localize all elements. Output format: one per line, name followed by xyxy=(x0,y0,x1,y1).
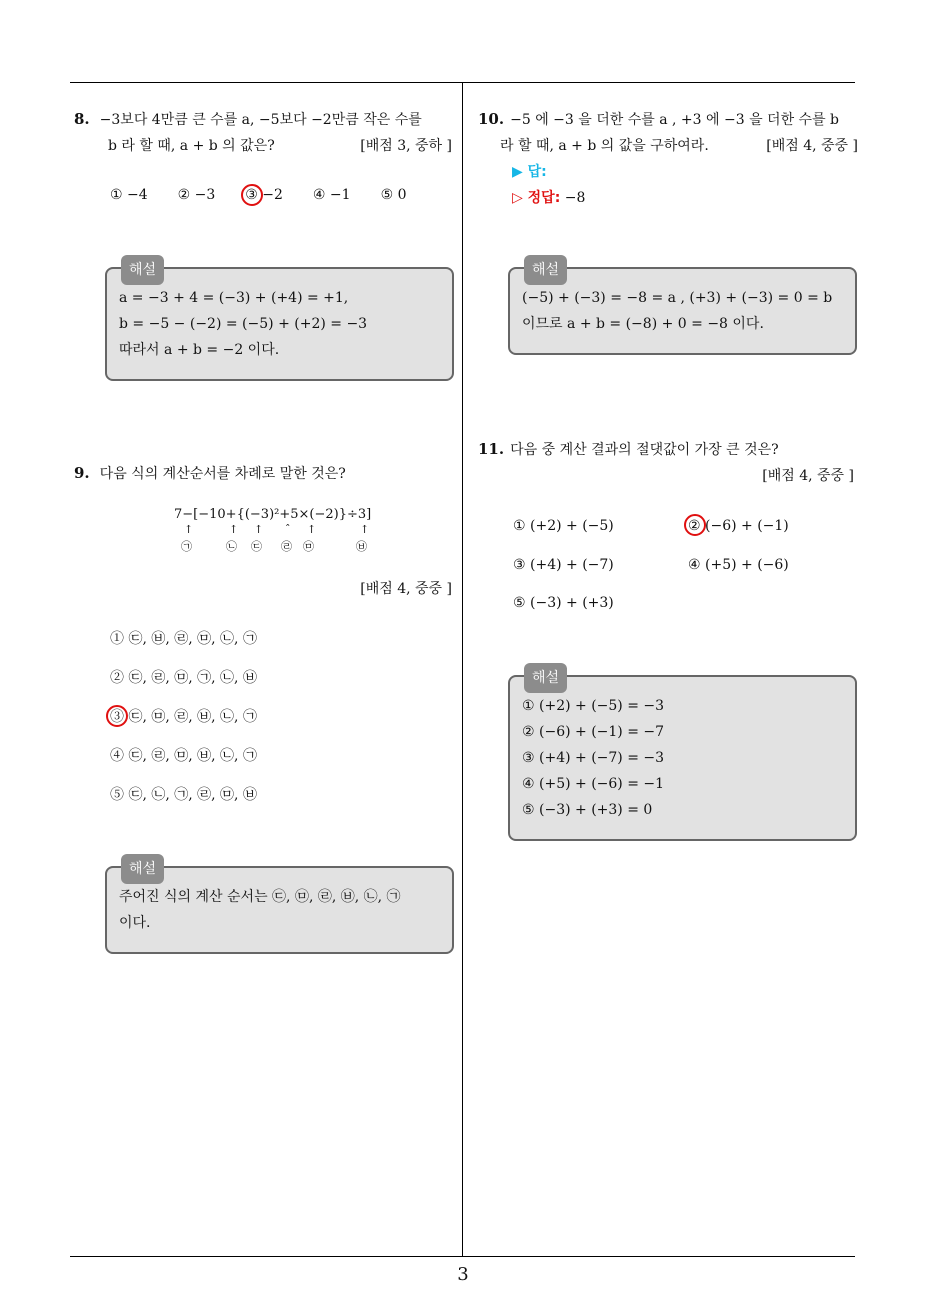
tip-label: ▶ 답: xyxy=(512,164,547,180)
marker: ㉠ xyxy=(181,540,192,553)
solution-box-q11 xyxy=(508,670,857,841)
solution-line: b = −5 − (−2) = (−5) + (+2) = −3 xyxy=(119,316,368,332)
solution-box-q9 xyxy=(105,861,454,954)
choice-2[interactable]: ② ㉢, ㉣, ㉤, ㉠, ㉡, ㉥ xyxy=(110,670,257,686)
marker: ㉥ xyxy=(356,540,367,553)
score-meta: [배점 4, 중중 ] xyxy=(762,468,854,484)
solution-tag: 해설 xyxy=(121,854,164,884)
marker: ㉢ xyxy=(251,540,262,553)
question-9 xyxy=(74,460,452,487)
choice-3[interactable] xyxy=(245,187,283,203)
choice-1[interactable]: ① −4 xyxy=(110,187,148,203)
solution-line: a = −3 + 4 = (−3) + (+4) = +1, xyxy=(119,290,349,306)
marker-arrow: ˆ xyxy=(285,523,291,536)
selected-answer-mark xyxy=(684,514,706,536)
answer-label: ▷ 정답: xyxy=(512,190,561,206)
solution-tag: 해설 xyxy=(524,255,567,285)
solution-line: (−5) + (−3) = −8 = a , (+3) + (−3) = 0 = b xyxy=(522,290,833,306)
marker-arrow: ↑ xyxy=(307,523,317,536)
solution-box-q8 xyxy=(105,262,454,381)
marker-arrow: ↑ xyxy=(184,523,194,536)
solution-line: 이다. xyxy=(119,915,151,931)
choice-4[interactable]: ④ ㉢, ㉣, ㉤, ㉥, ㉡, ㉠ xyxy=(110,748,257,764)
marker: ㉣ xyxy=(281,540,292,553)
question-text: 라 할 때, a + b 의 값을 구하여라. xyxy=(500,138,709,154)
choice-4[interactable]: ④ −1 xyxy=(312,187,351,203)
question-text: 다음 식의 계산순서를 차례로 말한 것은? xyxy=(99,466,346,482)
question-number: 9. xyxy=(74,464,90,482)
column-divider xyxy=(462,82,463,1256)
question-number: 8. xyxy=(74,110,90,128)
question-8 xyxy=(74,106,452,159)
question-text: b 라 할 때, a + b 의 값은? xyxy=(108,138,275,154)
solution-line: ① (+2) + (−5) = −3 xyxy=(522,698,665,714)
marker-arrow: ↑ xyxy=(229,523,239,536)
choices-q8 xyxy=(110,187,436,203)
question-number: 11. xyxy=(478,440,505,458)
solution-tag: 해설 xyxy=(121,255,164,285)
marker-arrow: ↑ xyxy=(254,523,264,536)
solution-line: 따라서 a + b = −2 이다. xyxy=(119,342,280,358)
question-11 xyxy=(478,436,854,489)
score-meta: [배점 4, 중중 ] xyxy=(766,138,858,154)
score-meta-q9 xyxy=(300,576,452,602)
question-text: 다음 중 계산 결과의 절댓값이 가장 큰 것은? xyxy=(510,442,779,458)
question-number: 10. xyxy=(478,110,505,128)
solution-line: 주어진 식의 계산 순서는 ㉢, ㉤, ㉣, ㉥, ㉡, ㉠ xyxy=(119,889,401,905)
choice-4[interactable]: ④ (+5) + (−6) xyxy=(688,557,789,573)
choice-2-label: ② (−6) + (−1) xyxy=(688,518,789,534)
solution-line: ⑤ (−3) + (+3) = 0 xyxy=(522,802,653,818)
choice-3-label: ③ −2 xyxy=(245,187,283,203)
choice-3-label: ③ ㉢, ㉤, ㉣, ㉥, ㉡, ㉠ xyxy=(110,709,257,725)
solution-line: ② (−6) + (−1) = −7 xyxy=(522,724,665,740)
selected-answer-mark xyxy=(106,705,128,727)
solution-line: ④ (+5) + (−6) = −1 xyxy=(522,776,665,792)
choice-1[interactable]: ① ㉢, ㉥, ㉣, ㉤, ㉡, ㉠ xyxy=(110,631,257,647)
answer-value: −8 xyxy=(564,190,586,206)
choice-5[interactable]: ⑤ (−3) + (+3) xyxy=(513,595,614,611)
question-text: −3보다 4만큼 큰 수를 a, −5보다 −2만큼 작은 수를 xyxy=(99,112,422,128)
marker: ㉡ xyxy=(226,540,237,553)
marker-arrow: ↑ xyxy=(360,523,370,536)
bottom-rule xyxy=(70,1256,855,1257)
score-meta: [배점 3, 중하 ] xyxy=(360,138,452,154)
choice-2[interactable]: ② −3 xyxy=(177,187,216,203)
expression-formula: 7−[−10+{(−3)²+5×(−2)}÷3] xyxy=(174,507,372,522)
choice-1[interactable]: ① (+2) + (−5) xyxy=(513,518,614,534)
choice-2[interactable] xyxy=(688,513,789,539)
solution-box-q10 xyxy=(508,262,857,355)
choice-3[interactable] xyxy=(110,704,257,730)
solution-line: ③ (+4) + (−7) = −3 xyxy=(522,750,665,766)
question-text: −5 에 −3 을 더한 수를 a , +3 에 −3 을 더한 수를 b xyxy=(510,112,840,128)
question-10 xyxy=(478,106,858,211)
choice-3[interactable]: ③ (+4) + (−7) xyxy=(513,557,614,573)
solution-tag: 해설 xyxy=(524,663,567,693)
score-meta: [배점 4, 중중 ] xyxy=(360,581,452,597)
solution-line: 이므로 a + b = (−8) + 0 = −8 이다. xyxy=(522,316,764,332)
marker: ㉤ xyxy=(303,540,314,553)
page-number: 3 xyxy=(457,1264,469,1285)
choice-5[interactable]: ⑤ ㉢, ㉡, ㉠, ㉣, ㉤, ㉥ xyxy=(110,787,257,803)
choice-5[interactable]: ⑤ 0 xyxy=(380,187,407,203)
